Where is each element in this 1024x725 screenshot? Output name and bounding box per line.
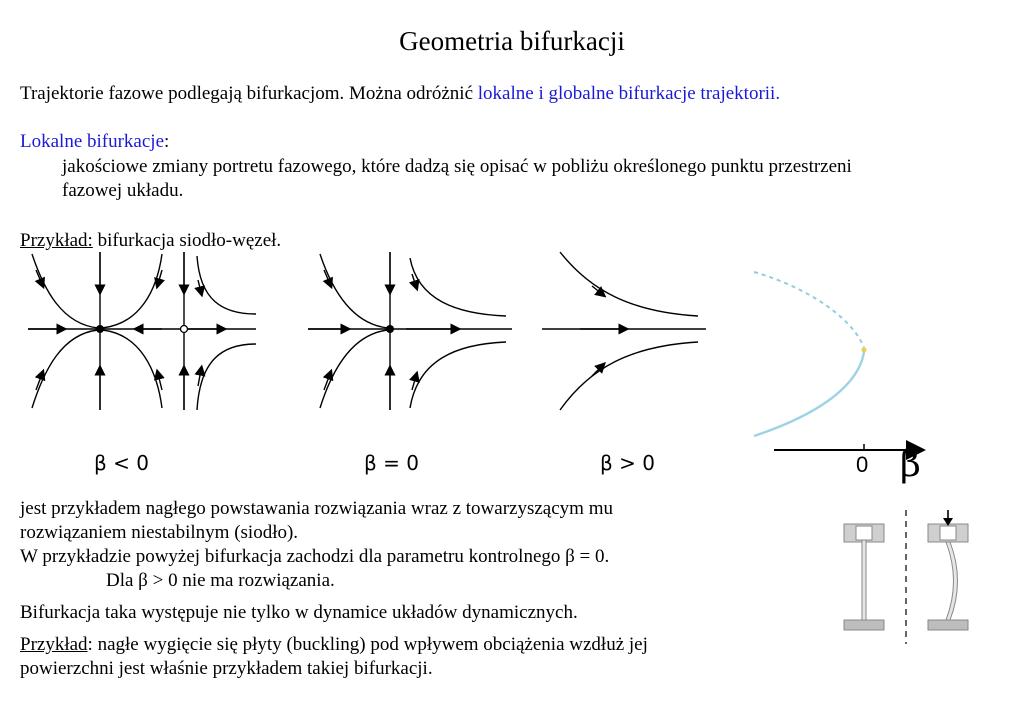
example1-label: Przykład: <box>20 230 93 251</box>
local-heading-colon: : <box>164 131 170 152</box>
body-line2: rozwiązaniem niestabilnym (siodło). <box>20 522 299 543</box>
local-definition-line2: fazowej układu. <box>62 180 184 201</box>
phase-portrait-beta-positive <box>540 250 710 430</box>
example2-line <box>20 633 648 657</box>
stable-branch <box>754 352 864 436</box>
body-line7: powierzchni jest właśnie przykładem takiej bifurkacji. <box>20 658 433 679</box>
fold-point <box>862 348 867 353</box>
axis-zero-label: 0 <box>856 452 869 477</box>
local-heading-text: Lokalne bifurkacje <box>20 131 165 152</box>
body-line3: W przykładzie powyżej bifurkacja zachodzi dla parametru kontrolnego β = 0. <box>20 546 610 567</box>
local-heading <box>20 130 169 154</box>
axis-beta-label: β <box>900 444 921 485</box>
label-beta-zero: β = 0 <box>364 451 419 475</box>
intro-paragraph <box>20 82 780 106</box>
page-title: Geometria bifurkacji <box>399 26 625 56</box>
phase-portrait-beta-negative <box>22 250 262 430</box>
bifurcation-diagram <box>750 260 940 460</box>
local-definition-line1: jakościowe zmiany portretu fazowego, które dadzą się opisać w pobliżu określonego punktu przestrzeni <box>62 156 852 177</box>
intro-link-text: lokalne i globalne bifurkacje trajektorii. <box>477 83 781 104</box>
body-line5: Bifurkacja taka występuje nie tylko w dynamice układów dynamicznych. <box>20 602 578 623</box>
unstable-branch <box>754 272 864 348</box>
example2-text: : nagłe wygięcie się płyty (buckling) pod wpływem obciążenia wzdłuż jej <box>87 634 648 655</box>
example2-label: Przykład <box>20 634 88 655</box>
buckling-illustration <box>836 508 976 648</box>
phase-portrait-beta-zero <box>306 250 516 430</box>
intro-text: Trajektorie fazowe podlegają bifurkacjom. Można odróżnić <box>20 83 478 104</box>
label-beta-positive: β > 0 <box>600 451 655 475</box>
example1-text: bifurkacja siodło-węzeł. <box>92 230 282 251</box>
label-beta-negative: β < 0 <box>94 451 149 475</box>
body-line1: jest przykładem nagłego powstawania rozwiązania wraz z towarzyszącym mu <box>20 498 613 519</box>
body-line4: Dla β > 0 nie ma rozwiązania. <box>106 570 335 591</box>
